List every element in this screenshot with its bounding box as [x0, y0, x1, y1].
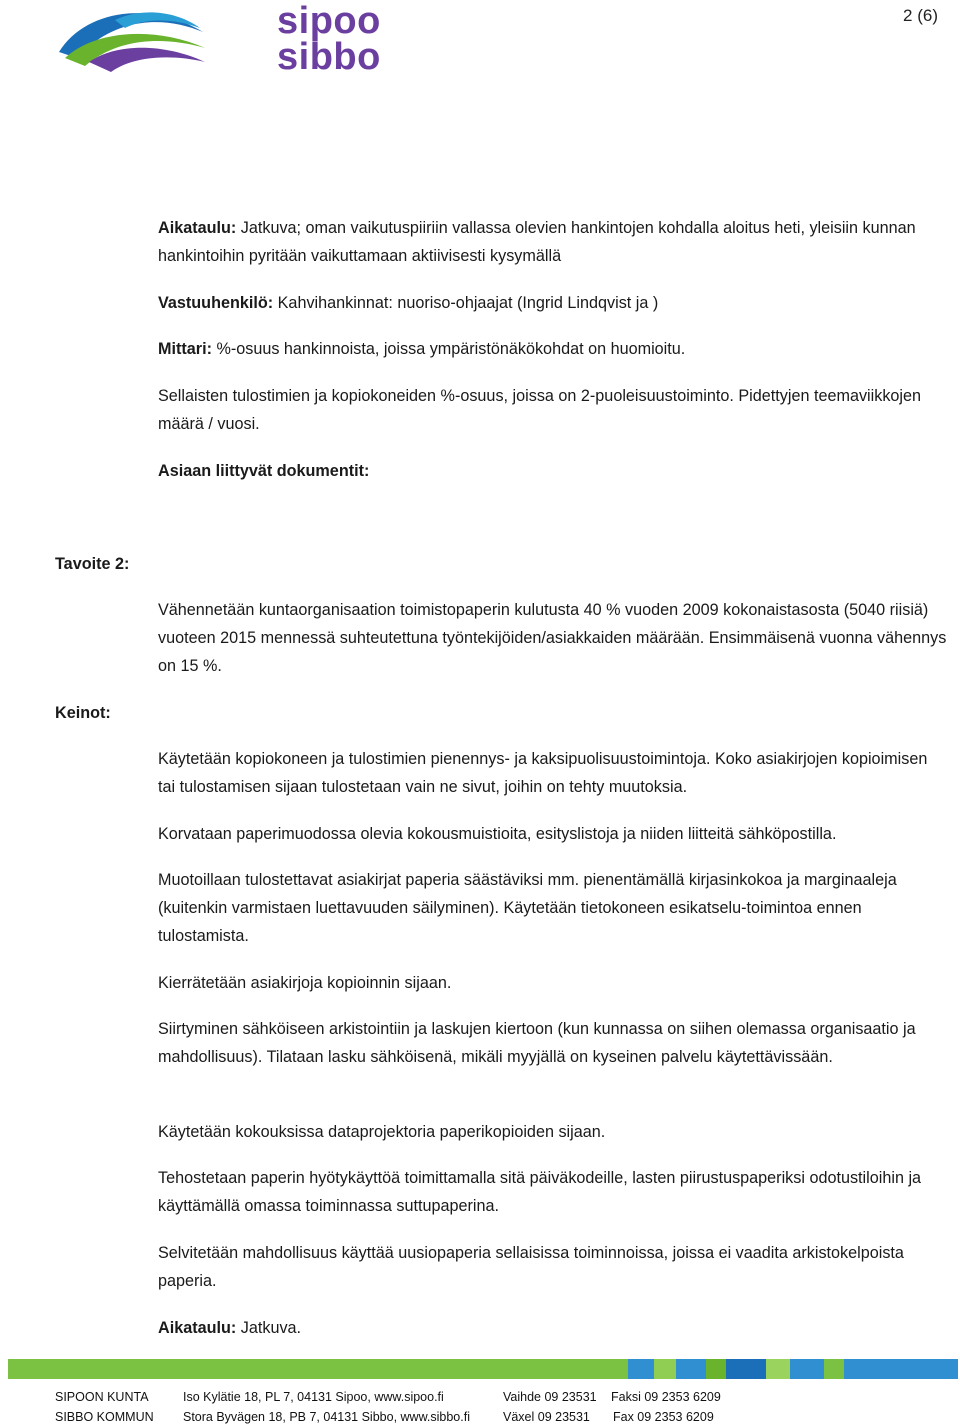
logo-swoosh-icon — [55, 0, 215, 80]
footer-phone-fi: Vaihde 09 23531 — [503, 1390, 597, 1404]
means-item-7: Tehostetaan paperin hyötykäyttöä toimittamalla sitä päiväkodeille, lasten piirustuspaperiksi odotustiloihin ja käyttämällä omassa toiminnassa suttupaperina. — [158, 1169, 922, 1215]
meter-text: %-osuus hankinnoista, joissa ympäristönäkökohdat on huomioitu. — [211, 340, 686, 358]
responsible-label: Vastuuhenkilö: — [158, 294, 274, 312]
footer-fax-sv: Fax 09 2353 6209 — [613, 1410, 714, 1424]
means-item-6: Käytetään kokouksissa dataprojektoria paperikopioiden sijaan. — [158, 1123, 606, 1141]
schedule-2-text: Jatkuva. — [236, 1319, 302, 1337]
footer-address-fi: Iso Kylätie 18, PL 7, 04131 Sipoo, www.sipoo.fi — [183, 1390, 444, 1404]
means-item-3: Muotoillaan tulostettavat asiakirjat paperia säästäviksi mm. pienentämällä kirjasinkokoa ja marginaaleja (kuitenkin varmistaen luettavuuden säilyminen). Käytetään tietokoneen esikatselu-toimintoa ennen tulostamista. — [158, 871, 897, 945]
schedule-paragraph — [158, 214, 948, 270]
footer-org-sv: SIBBO KOMMUN — [55, 1410, 154, 1424]
goal-2-heading: Tavoite 2: — [55, 555, 130, 573]
page-number: 2 (6) — [903, 6, 938, 25]
responsible-paragraph — [158, 289, 948, 317]
schedule-text: Jatkuva; oman vaikutuspiiriin vallassa olevien hankintojen kohdalla aloitus heti, yleisiin kunnan hankintoihin pyritään vaikuttamaan aktiivisesti kysymällä — [158, 219, 916, 265]
sipoo-sibbo-logo — [55, 0, 381, 80]
footer-phone-sv: Växel 09 23531 — [503, 1410, 590, 1424]
means-item-1: Käytetään kopiokoneen ja tulostimien pienennys- ja kaksipuolisuustoimintoja. Koko asiakirjojen kopioimisen tai tulostamisen sijaan tulostetaan vain ne sivut, joihin on tehty muutoksia. — [158, 750, 928, 796]
means-item-5: Siirtyminen sähköiseen arkistointiin ja laskujen kiertoon (kun kunnassa on siihen olemassa organisaatio ja mahdollisuus). Tilataan lasku sähköisenä, mikäli myyjällä on kyseinen palvelu käytettävissään. — [158, 1020, 916, 1066]
logo-word-sipoo: sipoo — [277, 0, 381, 42]
footer-color-bar — [8, 1359, 958, 1379]
means-item-8: Selvitetään mahdollisuus käyttää uusiopaperia sellaisissa toiminnoissa, joissa ei vaadita arkistokelpoista paperia. — [158, 1244, 904, 1290]
responsible-text: Kahvihankinnat: nuoriso-ohjaajat (Ingrid Lindqvist ja ) — [273, 294, 659, 312]
footer-org-fi: SIPOON KUNTA — [55, 1390, 149, 1404]
meter-paragraph — [158, 335, 948, 363]
schedule-2-paragraph — [158, 1314, 948, 1342]
meter-label: Mittari: — [158, 340, 212, 358]
means-item-2: Korvataan paperimuodossa olevia kokousmuistioita, esityslistoja ja niiden liitteitä sähköpostilla. — [158, 825, 837, 843]
schedule-2-label: Aikataulu: — [158, 1319, 237, 1337]
means-item-4: Kierrätetään asiakirjoja kopioinnin sijaan. — [158, 974, 452, 992]
meter-paragraph-2: Sellaisten tulostimien ja kopiokoneiden %-osuus, joissa on 2-puoleisuustoiminto. Pidettyjen teemaviikkojen määrä / vuosi. — [158, 387, 922, 433]
related-documents-label: Asiaan liittyvät dokumentit: — [158, 462, 370, 480]
schedule-label: Aikataulu: — [158, 219, 237, 237]
logo-word-sibbo: sibbo — [277, 36, 381, 78]
footer-address-sv: Stora Byvägen 18, PB 7, 04131 Sibbo, www.sibbo.fi — [183, 1410, 470, 1424]
footer-fax-fi: Faksi 09 2353 6209 — [611, 1390, 721, 1404]
goal-2-text: Vähennetään kuntaorganisaation toimistopaperin kulutusta 40 % vuoden 2009 kokonaistasosta (5040 riisiä) vuoteen 2015 mennessä suhteutettuna työntekijöiden/asiakkaiden määrään. Ensimmäisenä vuonna vähennys on 15 %. — [158, 601, 947, 675]
means-heading: Keinot: — [55, 704, 111, 722]
